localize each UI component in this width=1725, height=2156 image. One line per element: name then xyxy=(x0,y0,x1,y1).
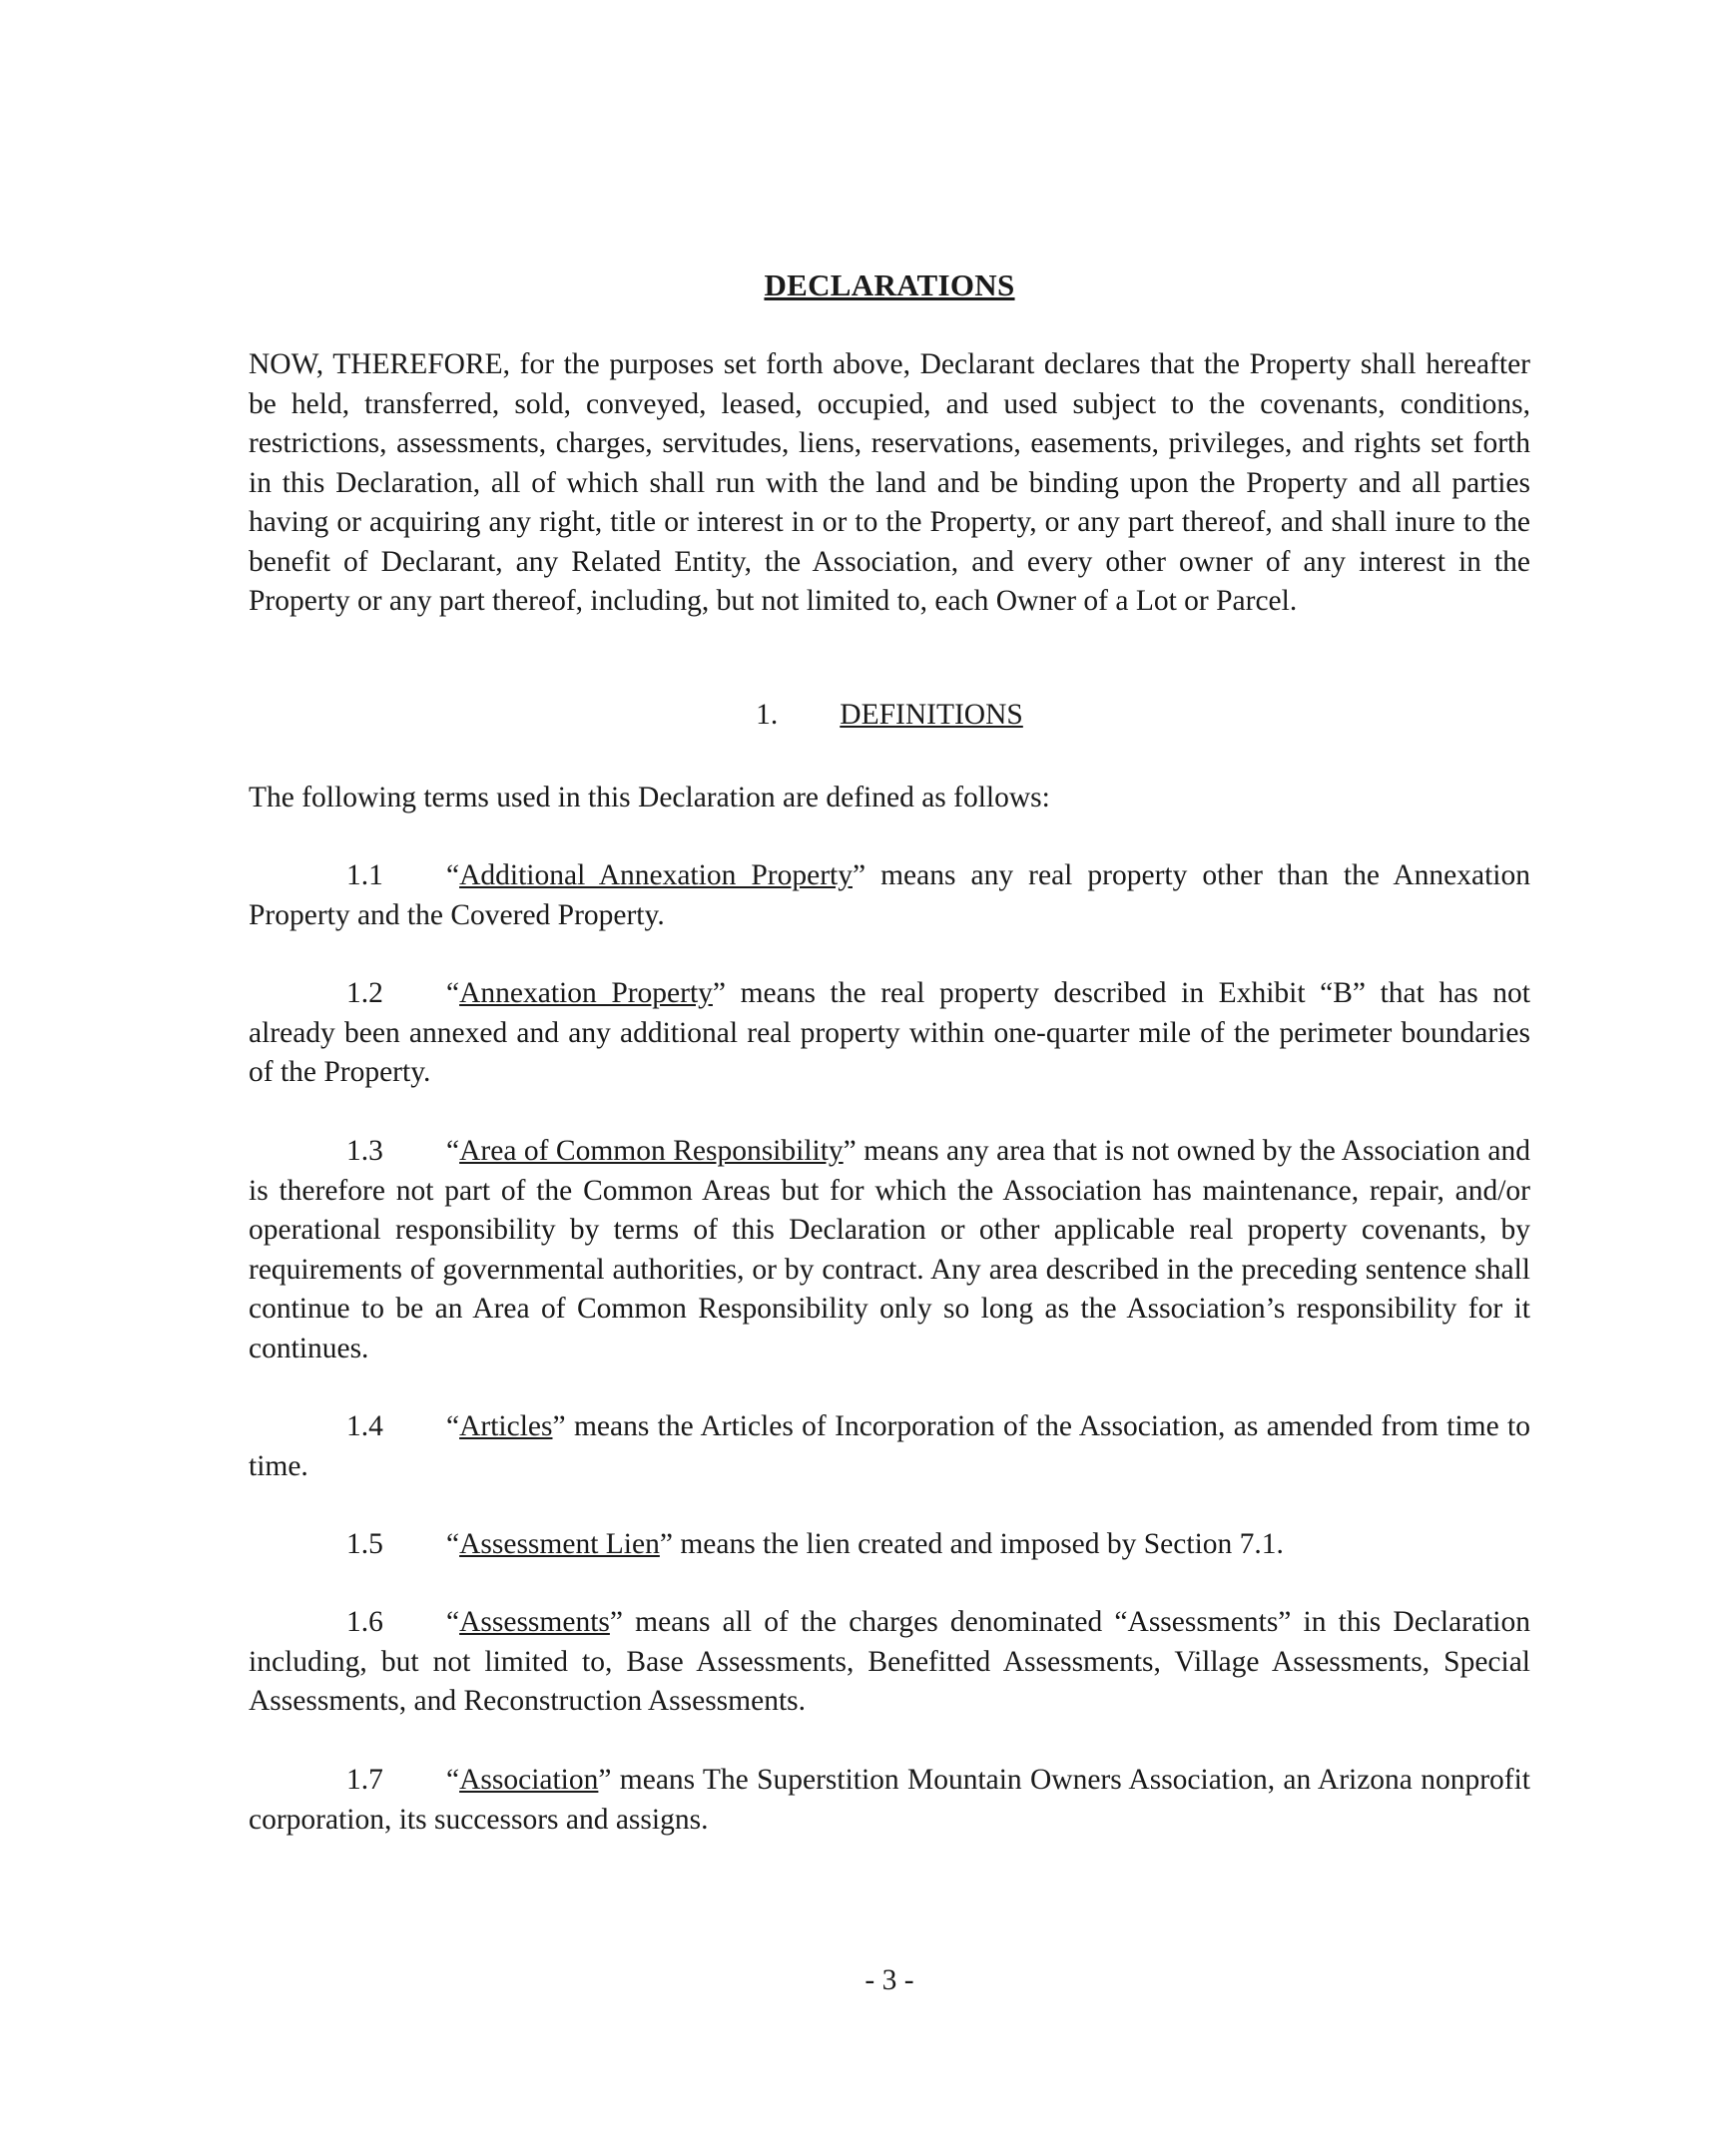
definition-text: means the Articles of Incorporation of the Association, as amended from time to time. xyxy=(249,1410,1530,1482)
definition-number: 1.5 xyxy=(346,1528,383,1560)
page-number: - 3 - xyxy=(864,1964,914,1996)
definition-term: Articles xyxy=(459,1410,553,1442)
definition-term: Assessments xyxy=(459,1606,610,1638)
intro-paragraph: NOW, THEREFORE, for the purposes set forth above, Declarant declares that the Property shall hereafter be held, transferred, sold, conveyed, leased, occupied, and used subject to the covenants, conditions, restrictions, assessments, charges, servitudes, liens, reservations, easements, privileges, and rights set forth in this Declaration, all of which shall run with the land and be binding upon the Property and all parties having or acquiring any right, title or interest in or to the Property, or any part thereof, and shall inure to the benefit of Declarant, any Related Entity, the Association, and every other owner of any interest in the Property or any part thereof, including, but not limited to, each Owner of a Lot or Parcel. xyxy=(249,348,1530,617)
definition-term: Area of Common Responsibility xyxy=(459,1135,844,1167)
definition-text: means the real property described in Exhibit “B” that has not already been annexed and any additional real property within one-quarter mile of the perimeter boundaries of the Property. xyxy=(249,977,1531,1088)
definition-1-7: 1.7 “Association” means The Superstition Mountain Owners Association, an Arizona nonprofit corporation, its successors and assigns. xyxy=(249,1761,1530,1840)
definition-1-1: 1.1 “Additional Annexation Property” means any real property other than the Annexation Property and the Covered Property. xyxy=(249,856,1530,935)
section-heading xyxy=(249,699,1530,732)
document-title: DECLARATIONS xyxy=(764,268,1015,302)
definition-number: 1.1 xyxy=(346,859,383,891)
definition-1-4: 1.4 “Articles” means the Articles of Incorporation of the Association, as amended from time to time. xyxy=(249,1407,1530,1486)
definition-1-2: 1.2 “Annexation Property” means the real property described in Exhibit “B” that has not already been annexed and any additional real property within one-quarter mile of the perimeter boundaries of the Property. xyxy=(249,974,1530,1093)
definition-number: 1.4 xyxy=(346,1410,383,1442)
section-number: 1. xyxy=(756,699,779,731)
definition-text: means all of the charges denominated “Assessments” in this Declaration including, but not limited to, Base Assessments, Benefitted Assessments, Village Assessments, Special Assessments, and Reconstruction Assessments. xyxy=(249,1606,1530,1717)
document-page xyxy=(249,0,1530,2156)
definition-text: means any real property other than the Annexation Property and the Covered Property. xyxy=(249,859,1530,931)
definition-number: 1.7 xyxy=(346,1764,383,1796)
definitions-lead: The following terms used in this Declaration are defined as follows: xyxy=(249,782,1050,813)
definition-text: means any area that is not owned by the Association and is therefore not part of the Common Areas but for which the Association has maintenance, repair, and/or operational responsibility by terms of this Declaration or other applicable real property covenants, by requirements of governmental authorities, or by contract. Any area described in the preceding sentence shall continue to be an Area of Common Responsibility only so long as the Association’s responsibility for it continues. xyxy=(249,1135,1530,1364)
definition-term: Assessment Lien xyxy=(459,1528,660,1560)
definition-1-5: 1.5 “Assessment Lien” means the lien created and imposed by Section 7.1. xyxy=(249,1525,1530,1565)
definition-text: means the lien created and imposed by Section 7.1. xyxy=(672,1528,1284,1560)
section-title: DEFINITIONS xyxy=(840,699,1023,731)
definition-number: 1.6 xyxy=(346,1606,383,1638)
definition-number: 1.3 xyxy=(346,1135,383,1167)
definition-text: means The Superstition Mountain Owners Association, an Arizona nonprofit corporation, its successors and assigns. xyxy=(249,1764,1530,1836)
definition-1-6: 1.6 “Assessments” means all of the charges denominated “Assessments” in this Declaration including, but not limited to, Base Assessments, Benefitted Assessments, Village Assessments, Special Assessments, and Reconstruction Assessments. xyxy=(249,1603,1530,1722)
definition-number: 1.2 xyxy=(346,977,383,1009)
definition-1-3: 1.3 “Area of Common Responsibility” means any area that is not owned by the Association and is therefore not part of the Common Areas but for which the Association has maintenance, repair, and/or operational responsibility by terms of this Declaration or other applicable real property covenants, by requirements of governmental authorities, or by contract. Any area described in the preceding sentence shall continue to be an Area of Common Responsibility only so long as the Association’s responsibility for it continues. xyxy=(249,1132,1530,1368)
definition-term: Annexation Property xyxy=(459,977,713,1009)
definition-term: Association xyxy=(459,1764,599,1796)
definition-term: Additional Annexation Property xyxy=(459,859,853,891)
